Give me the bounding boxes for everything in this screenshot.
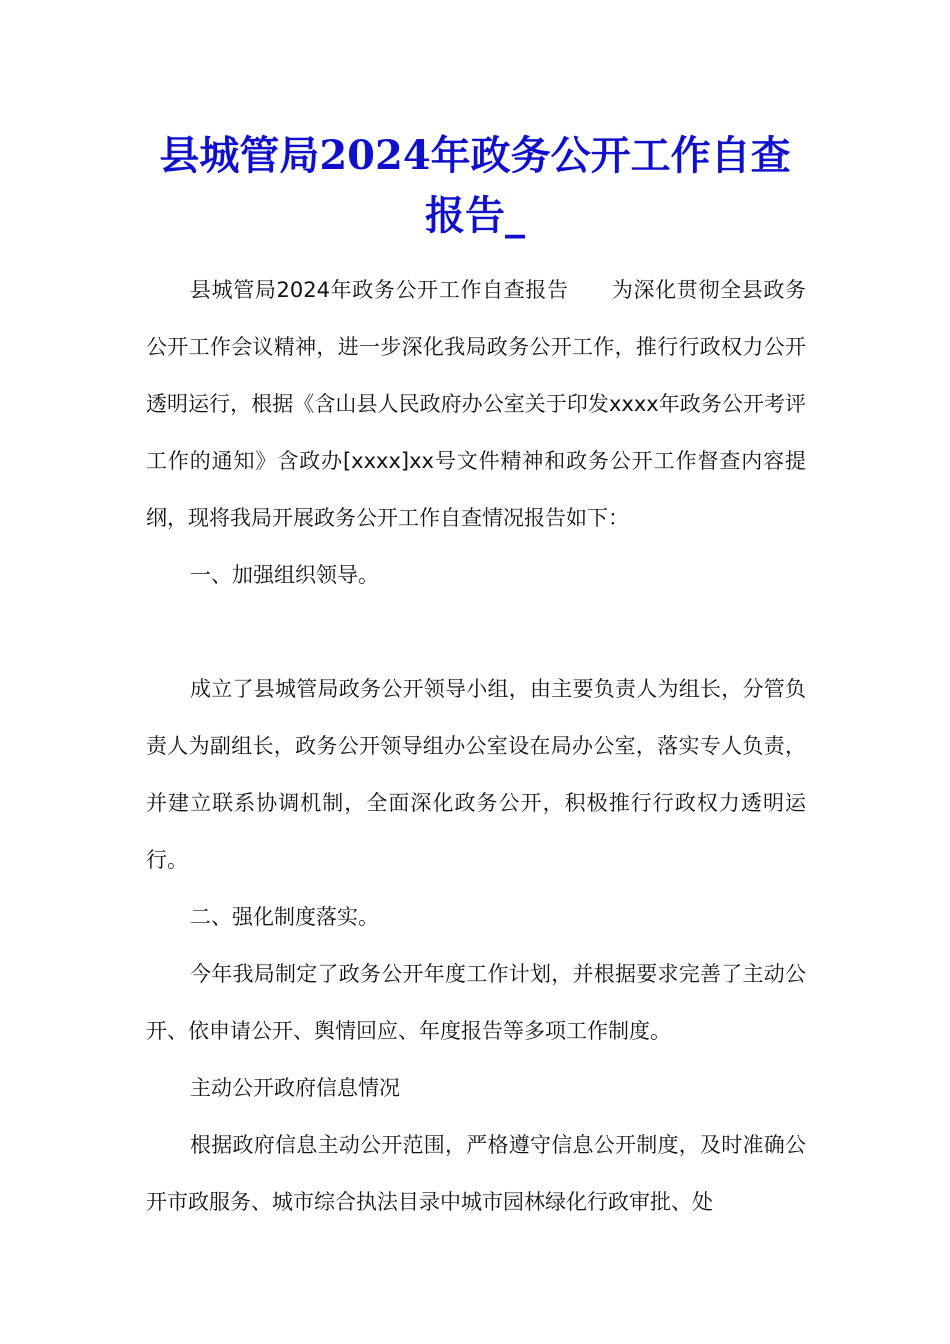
paragraph-disclosure: 根据政府信息主动公开范围，严格遵守信息公开制度，及时准确公开市政服务、城市综合执法目录中城市园林绿化行政审批、处 — [146, 1133, 806, 1214]
blank-line — [146, 604, 806, 661]
section-heading-1: 一、加强组织领导。 — [190, 563, 379, 587]
document-body — [146, 262, 806, 1231]
paragraph-intro: 县城管局2024年政务公开工作自查报告 为深化贯彻全县政务公开工作会议精神，进一步深化我局政务公开工作，推行行政权力公开透明运行，根据《含山县人民政府办公室关于印发xxxx年政务公开考评工作的通知》含政办[xxxx]xx号文件精神和政务公开工作督查内容提纲，现将我局开展政务公开工作自查情况报告如下： — [146, 278, 806, 530]
paragraph-organization: 成立了县城管局政务公开领导小组，由主要负责人为组长，分管负责人为副组长，政务公开领导组办公室设在局办公室，落实专人负责，并建立联系协调机制，全面深化政务公开，积极推行行政权力透明运行。 — [146, 677, 806, 872]
subheading-active-disclosure: 主动公开政府信息情况 — [190, 1076, 400, 1100]
section-heading-2: 二、强化制度落实。 — [190, 905, 379, 929]
document-title: 县城管局2024年政务公开工作自查报告_ — [159, 132, 791, 239]
paragraph-system: 今年我局制定了政务公开年度工作计划，并根据要求完善了主动公开、依申请公开、舆情回应、年度报告等多项工作制度。 — [146, 962, 806, 1043]
